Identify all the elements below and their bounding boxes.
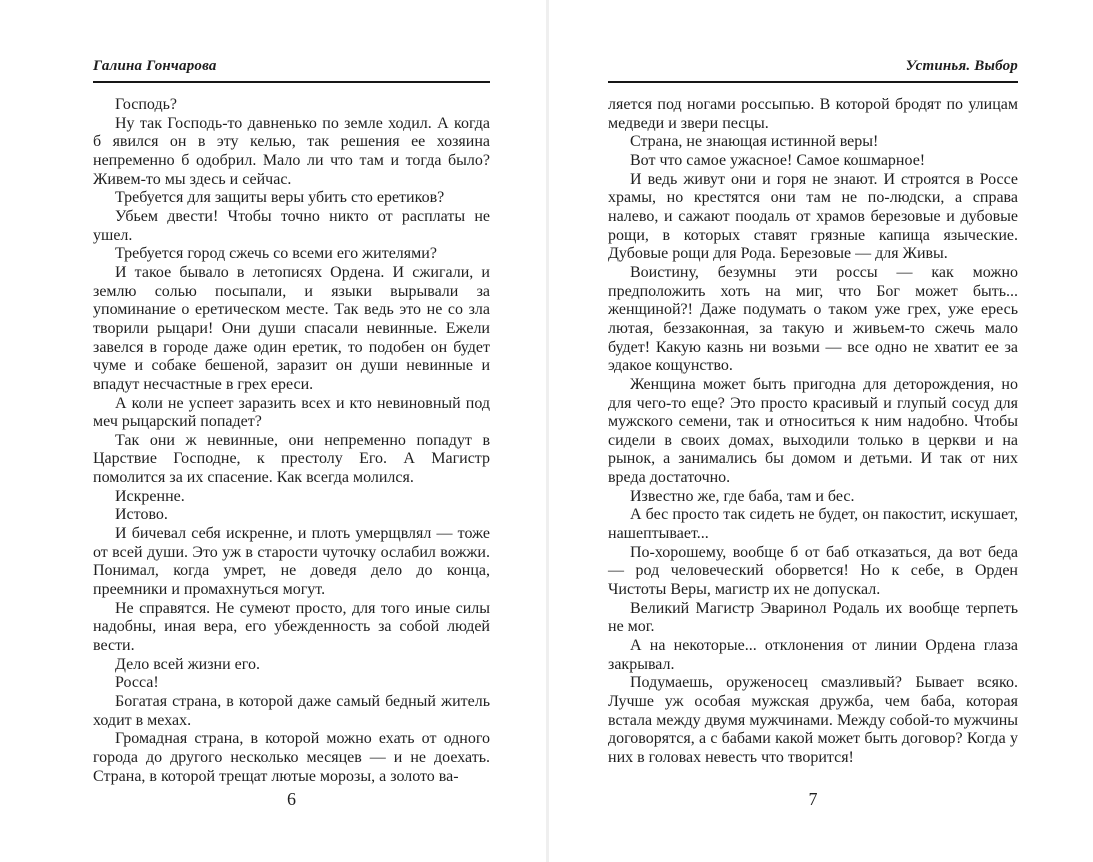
paragraph: Так они ж невинные, они непременно попадут в Царствие Господне, к престолу Его. А Магистр помолится за их спасение. Как всегда молился. [93,431,490,487]
right-page-text [608,96,1018,768]
paragraph: А на некоторые... отклонения от линии Ордена глаза закрывал. [608,637,1018,673]
running-header-author: Галина Гончарова [93,58,490,83]
paragraph: Господь? [115,96,177,113]
page-divider [546,0,549,862]
paragraph: Убьем двести! Чтобы точно никто от расплаты не ушел. [93,207,490,244]
left-page [93,58,490,810]
paragraph: Великий Магистр Эваринол Родаль их вообще терпеть не мог. [608,599,1018,636]
paragraph: Богатая страна, в которой даже самый бедный житель ходит в мехах. [93,693,490,729]
right-page [608,58,1018,810]
paragraph: Искренне. [115,487,185,505]
paragraph: Подумаешь, оруженосец смазливый? Бывает всяко. Лучше уж особая мужская дружба, чем баба, которая встала между двумя мужчинами. Между собой-то мужчины договорятся, а с бабами какой может быть договор? Когда у них в головах невесть что творится! [608,674,1018,766]
paragraph: Страна, не знающая истинной веры! [630,133,879,151]
page-number-left: 6 [287,789,296,809]
paragraph: А коли не успеет заразить всех и кто невиновный под меч рыцарский попадет? [93,394,490,431]
paragraph: По-хорошему, вообще б от баб отказаться, да вот беда — род человеческий оборвется! Но к себе, в Орден Чистоты Веры, магистр их не допускал. [608,543,1018,599]
paragraph: Дело всей жизни его. [115,655,260,673]
running-header-title: Устинья. Выбор [608,58,1018,83]
paragraph: Росса! [115,674,159,692]
paragraph: Не справятся. Не сумеют просто, для того иные силы надобны, иная вера, его убежденность за собой людей вести. [93,599,490,655]
paragraph: Ну так Господь-то давненько по земле ходил. А когда б явился он в эту келью, так решения ее хозяина непременно б одобрил. Мало ли что там и тогда было? Живем-то мы здесь и сейчас. [93,114,490,188]
paragraph: А бес просто так сидеть не будет, он пакостит, искушает, нашептывает... [608,506,1018,543]
left-page-text [93,96,490,786]
paragraph: И такое бывало в летописях Ордена. И сжигали, и землю солью посыпали, и языки вырывали за упоминание о еретическом месте. Так ведь это не со зла творили рыцари! Они души спасали невинные. Ежели завелся в городе даже один еретик, то подобен он будет чуме и собаке бешеной, заразит он души невинные и впадут несчастные в грех ереси. [93,263,490,393]
paragraph: И бичевал себя искренне, и плоть умерщвлял — тоже от всей души. Это уж в старости чуточку ослабил вожжи. Понимал, когда умрет, не доведя дело до конца, преемники и промахнуться могут. [93,525,490,599]
paragraph: Воистину, безумны эти россы — как можно предположить хоть на миг, что Бог может быть... женщиной?! Даже подумать о таком уже грех, уже ересь лютая, беззаконная, за такую и живьем-то сжечь мало будет! Какую казнь ни возьми — все одно не хватит ее за эдакое кощунство. [608,263,1018,375]
paragraph: Громадная страна, в которой можно ехать от одного города до другого несколько месяцев — и не доехать. Страна, в которой трещат лютые морозы, а золото ва- [93,730,490,785]
paragraph: Женщина может быть пригодна для деторождения, но для чего-то еще? Это просто красивый и глупый сосуд для мужского семени, так и относиться к ним надобно. Чтобы сидели в своих домах, выходили только в церкви и на рынок, а занимались бы домом и детьми. И так от них вреда достаточно. [608,375,1018,487]
page-number-right: 7 [808,789,818,809]
paragraph: ляется под ногами россыпью. В которой бродят по улицам медведи и звери песцы. [608,96,1018,132]
paragraph: Истово. [115,506,168,524]
paragraph: Известно же, где баба, там и бес. [630,487,855,505]
paragraph: И ведь живут они и горя не знают. И строятся в Россе храмы, но крестятся они там не по-людски, а справа налево, и сажают поодаль от храмов березовые и дубовые рощи, в которых ставят грязные капища языческие. Дубовые рощи для Рода. Березовые — для Живы. [608,170,1018,263]
paragraph: Вот что самое ужасное! Самое кошмарное! [630,151,926,169]
paragraph: Требуется город сжечь со всеми его жителями? [115,245,437,263]
paragraph: Требуется для защиты веры убить сто еретиков? [115,189,445,207]
